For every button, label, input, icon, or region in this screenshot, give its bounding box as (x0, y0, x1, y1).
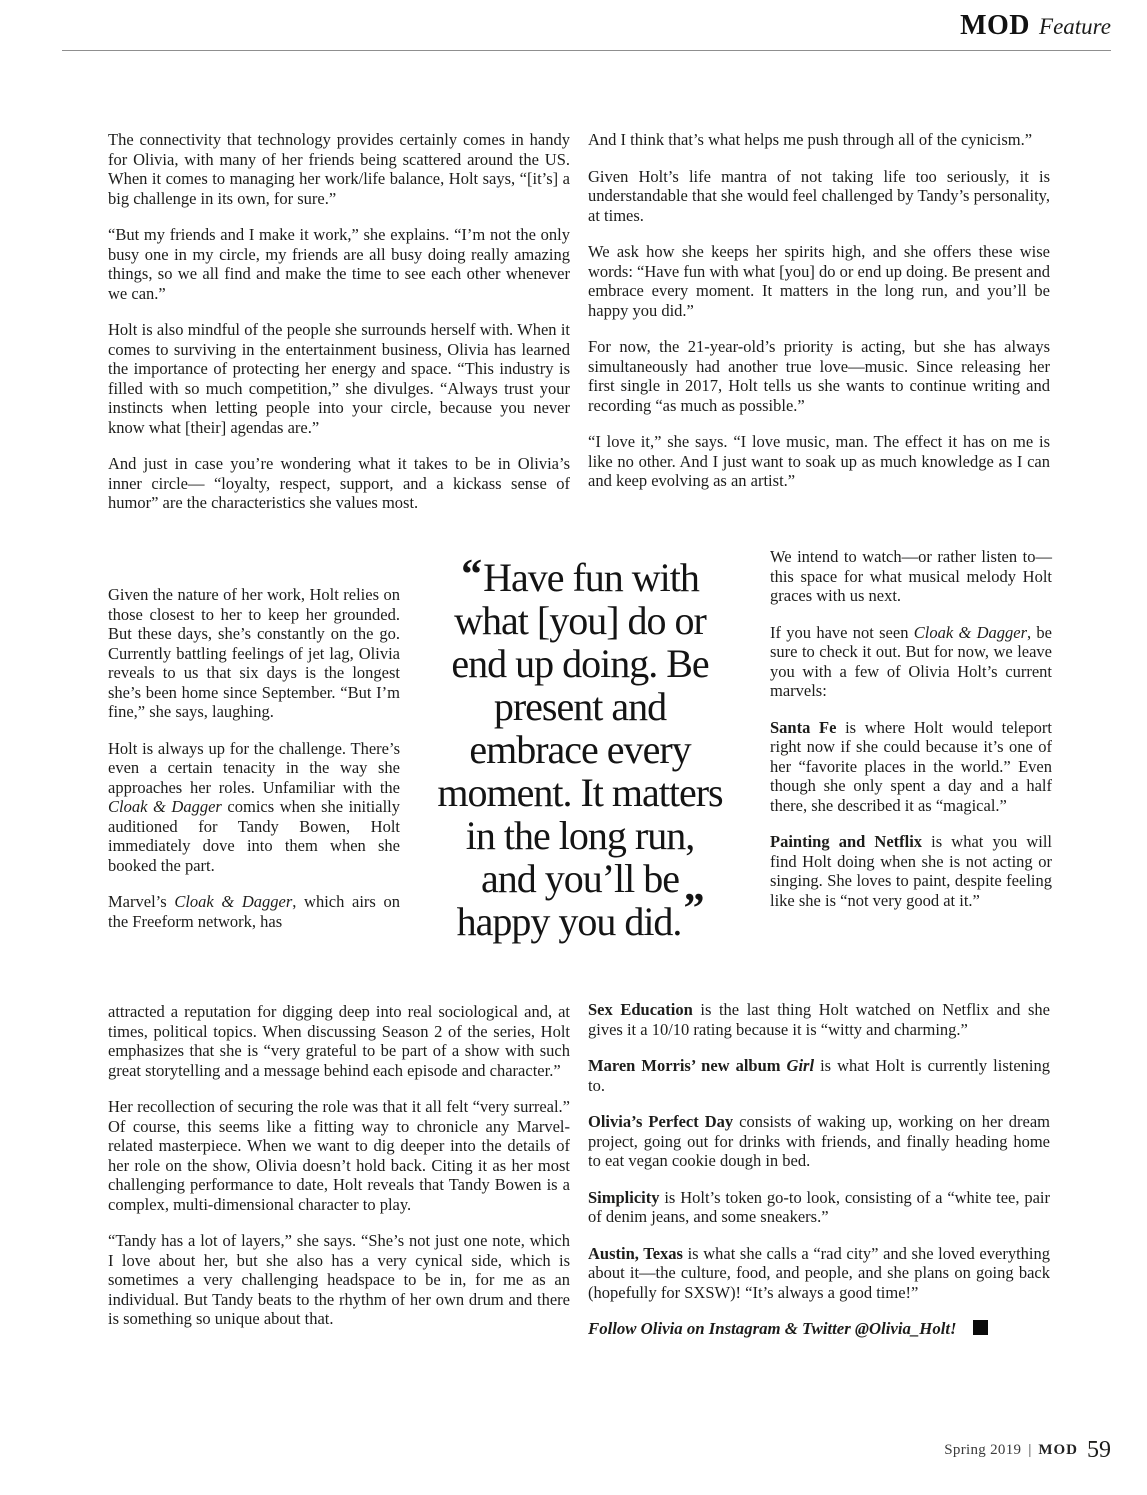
signoff-text: Follow Olivia on Instagram & Twitter @Olivia_Holt! (588, 1319, 957, 1338)
paragraph: If you have not seen Cloak & Dagger, be sure to check it out. But for now, we leave you with a few of Olivia Holt’s current marvels: (770, 622, 1052, 700)
paragraph: “I love it,” she says. “I love music, man. The effect it has on me is like no other. And I just want to soak up as much knowledge as I can and keep evolving as an artist.” (588, 432, 1050, 490)
paragraph: Simplicity is Holt’s token go-to look, consisting of a “white tee, pair of denim jeans, and some sneakers.” (588, 1187, 1050, 1226)
paragraph: “Tandy has a lot of layers,” she says. “She’s not just one note, which I love about her, but she also has a very cynical side, which is sometimes a very challenging headspace to be in, for me as an individual. But Tandy beats to the rhythm of her own drum and there is something so unique about that. (108, 1231, 570, 1328)
pull-quote-line: present and (493, 684, 667, 729)
paragraph: The connectivity that technology provides certainly comes in handy for Olivia, with many of her friends being scattered around the US. When it comes to managing her work/life balance, Holt says, “[it’s] a big challenge in its own, for sure.” (108, 130, 570, 208)
paragraph: attracted a reputation for digging deep into real sociological and, at times, political topics. When discussing Season 2 of the series, Holt emphasizes that she is “very grateful to be part of a show with such great storytelling and a message behind each episode and character.” (108, 1002, 570, 1080)
paragraph: Maren Morris’ new album Girl is what Holt is currently listening to. (588, 1056, 1050, 1095)
pull-quote-line: moment. It matters (437, 770, 723, 815)
pull-quote (390, 551, 770, 944)
paragraph: And just in case you’re wondering what it takes to be in Olivia’s inner circle— “loyalty, respect, support, and a kickass sense of humor” are the characteristics she values most. (108, 454, 570, 512)
masthead (960, 10, 1111, 42)
paragraph: Olivia’s Perfect Day consists of waking up, working on her dream project, going out for drinks with friends, and finally heading home to eat vegan cookie dough in bed. (588, 1112, 1050, 1170)
left-column-top (108, 130, 570, 513)
pull-quote-text: Have fun with (483, 555, 699, 600)
signoff (588, 1319, 1050, 1339)
footer-separator: | (1028, 1442, 1032, 1458)
paragraph: We intend to watch—or rather listen to—this space for what musical melody Holt graces with us next. (770, 547, 1052, 605)
pull-quote-line: embrace every (469, 727, 691, 772)
end-of-article-mark (973, 1320, 988, 1335)
paragraph: Sex Education is the last thing Holt watched on Netflix and she gives it a 10/10 rating because it is “witty and charming.” (588, 1000, 1051, 1039)
paragraph: Given the nature of her work, Holt relies on those closest to her to keep her grounded. But these days, she’s constantly on the go. Currently battling feelings of jet lag, Olivia reveals to us that six days is the longest she’s been home since September. “But I’m fine,” she says, laughing. (108, 585, 400, 721)
paragraph: Holt is also mindful of the people she surrounds herself with. When it comes to surviving in the entertainment business, Olivia has learned the importance of protecting her energy and space. “This industry is filled with so much competition,” she divulges. “Always trust your instincts when letting people into your circle, because you never know what [their] agendas are.” (108, 320, 570, 437)
close-quote-mark: ” (683, 886, 704, 933)
left-column-bottom (108, 1002, 570, 1329)
pull-quote-line: what [you] do or (454, 598, 706, 643)
paragraph: Marvel’s Cloak & Dagger, which airs on the Freeform network, has (108, 892, 400, 931)
footer-brand: MOD (1038, 1442, 1078, 1458)
paragraph: For now, the 21-year-old’s priority is acting, but she has always simultaneously had another true love—music. Since releasing her first single in 2017, Holt tells us she wants to continue writing and recording “as much as possible.” (588, 337, 1050, 415)
paragraph: We ask how she keeps her spirits high, and she offers these wise words: “Have fun with what [you] do or end up doing. Be present and embrace every moment. It matters in the long run, and you’ll be happy you did.” (588, 242, 1050, 320)
paragraph: Austin, Texas is what she calls a “rad city” and she loved everything about it—the culture, food, and people, and she plans on going back (hopefully for SXSW)! “It’s always a good time!” (588, 1243, 1050, 1302)
right-column-top (588, 130, 1050, 491)
paragraph: “But my friends and I make it work,” she explains. “I’m not the only busy one in my circle, my friends are all busy doing really amazing things, so we all find and make the time to see each other whenever we can.” (108, 225, 570, 303)
right-column-bottom (588, 1000, 1050, 1339)
pull-quote-line (390, 551, 770, 600)
paragraph: Holt is always up for the challenge. There’s even a certain tenacity in the way she approaches her roles. Unfamiliar with the Cloak & Dagger comics when she initially auditioned for Tandy Bowen, Holt immediately dove into them when she booked the part. (108, 738, 400, 875)
pull-quote-text: happy you did. (456, 899, 682, 944)
left-column-narrow (108, 585, 400, 931)
footer-issue: Spring 2019 (944, 1442, 1022, 1458)
header-rule (62, 50, 1111, 51)
brand-logo: MOD (960, 10, 1031, 41)
page-footer (944, 1434, 1111, 1461)
paragraph: Given Holt’s life mantra of not taking life too seriously, it is understandable that she would feel challenged by Tandy’s personality, at times. (588, 166, 1050, 225)
paragraph: Her recollection of securing the role was that it all felt “very surreal.” Of course, this seems like a fitting way to chronicle any Marvel-related masterpiece. When we want to dig deeper into the details of her role on the show, Olivia doesn’t hold back. Citing it as her most challenging performance to date, Holt reveals that Tandy Bowen is a complex, multi-dimensional character to play. (108, 1097, 570, 1214)
pull-quote-line (390, 886, 770, 944)
right-column-bottom-paragraphs (588, 1000, 1050, 1302)
section-title: Feature (1039, 14, 1111, 39)
paragraph: Santa Fe is where Holt would teleport right now if she could because it’s one of her “favorite places in the world.” Even though she only spent a day and a half there, she described it as “magical.” (770, 717, 1053, 815)
pull-quote-line: and you’ll be (480, 856, 680, 901)
open-quote-mark: “ (461, 551, 482, 598)
footer-page-number: 59 (1087, 1437, 1111, 1463)
paragraph: Painting and Netflix is what you will find Holt doing when she is not acting or singing. She loves to paint, despite feeling like she is “not very good at it.” (770, 832, 1052, 910)
pull-quote-line: end up doing. Be (451, 641, 709, 686)
right-column-narrow (770, 547, 1052, 910)
pull-quote-line: in the long run, (465, 813, 695, 858)
paragraph: And I think that’s what helps me push through all of the cynicism.” (588, 130, 1033, 149)
